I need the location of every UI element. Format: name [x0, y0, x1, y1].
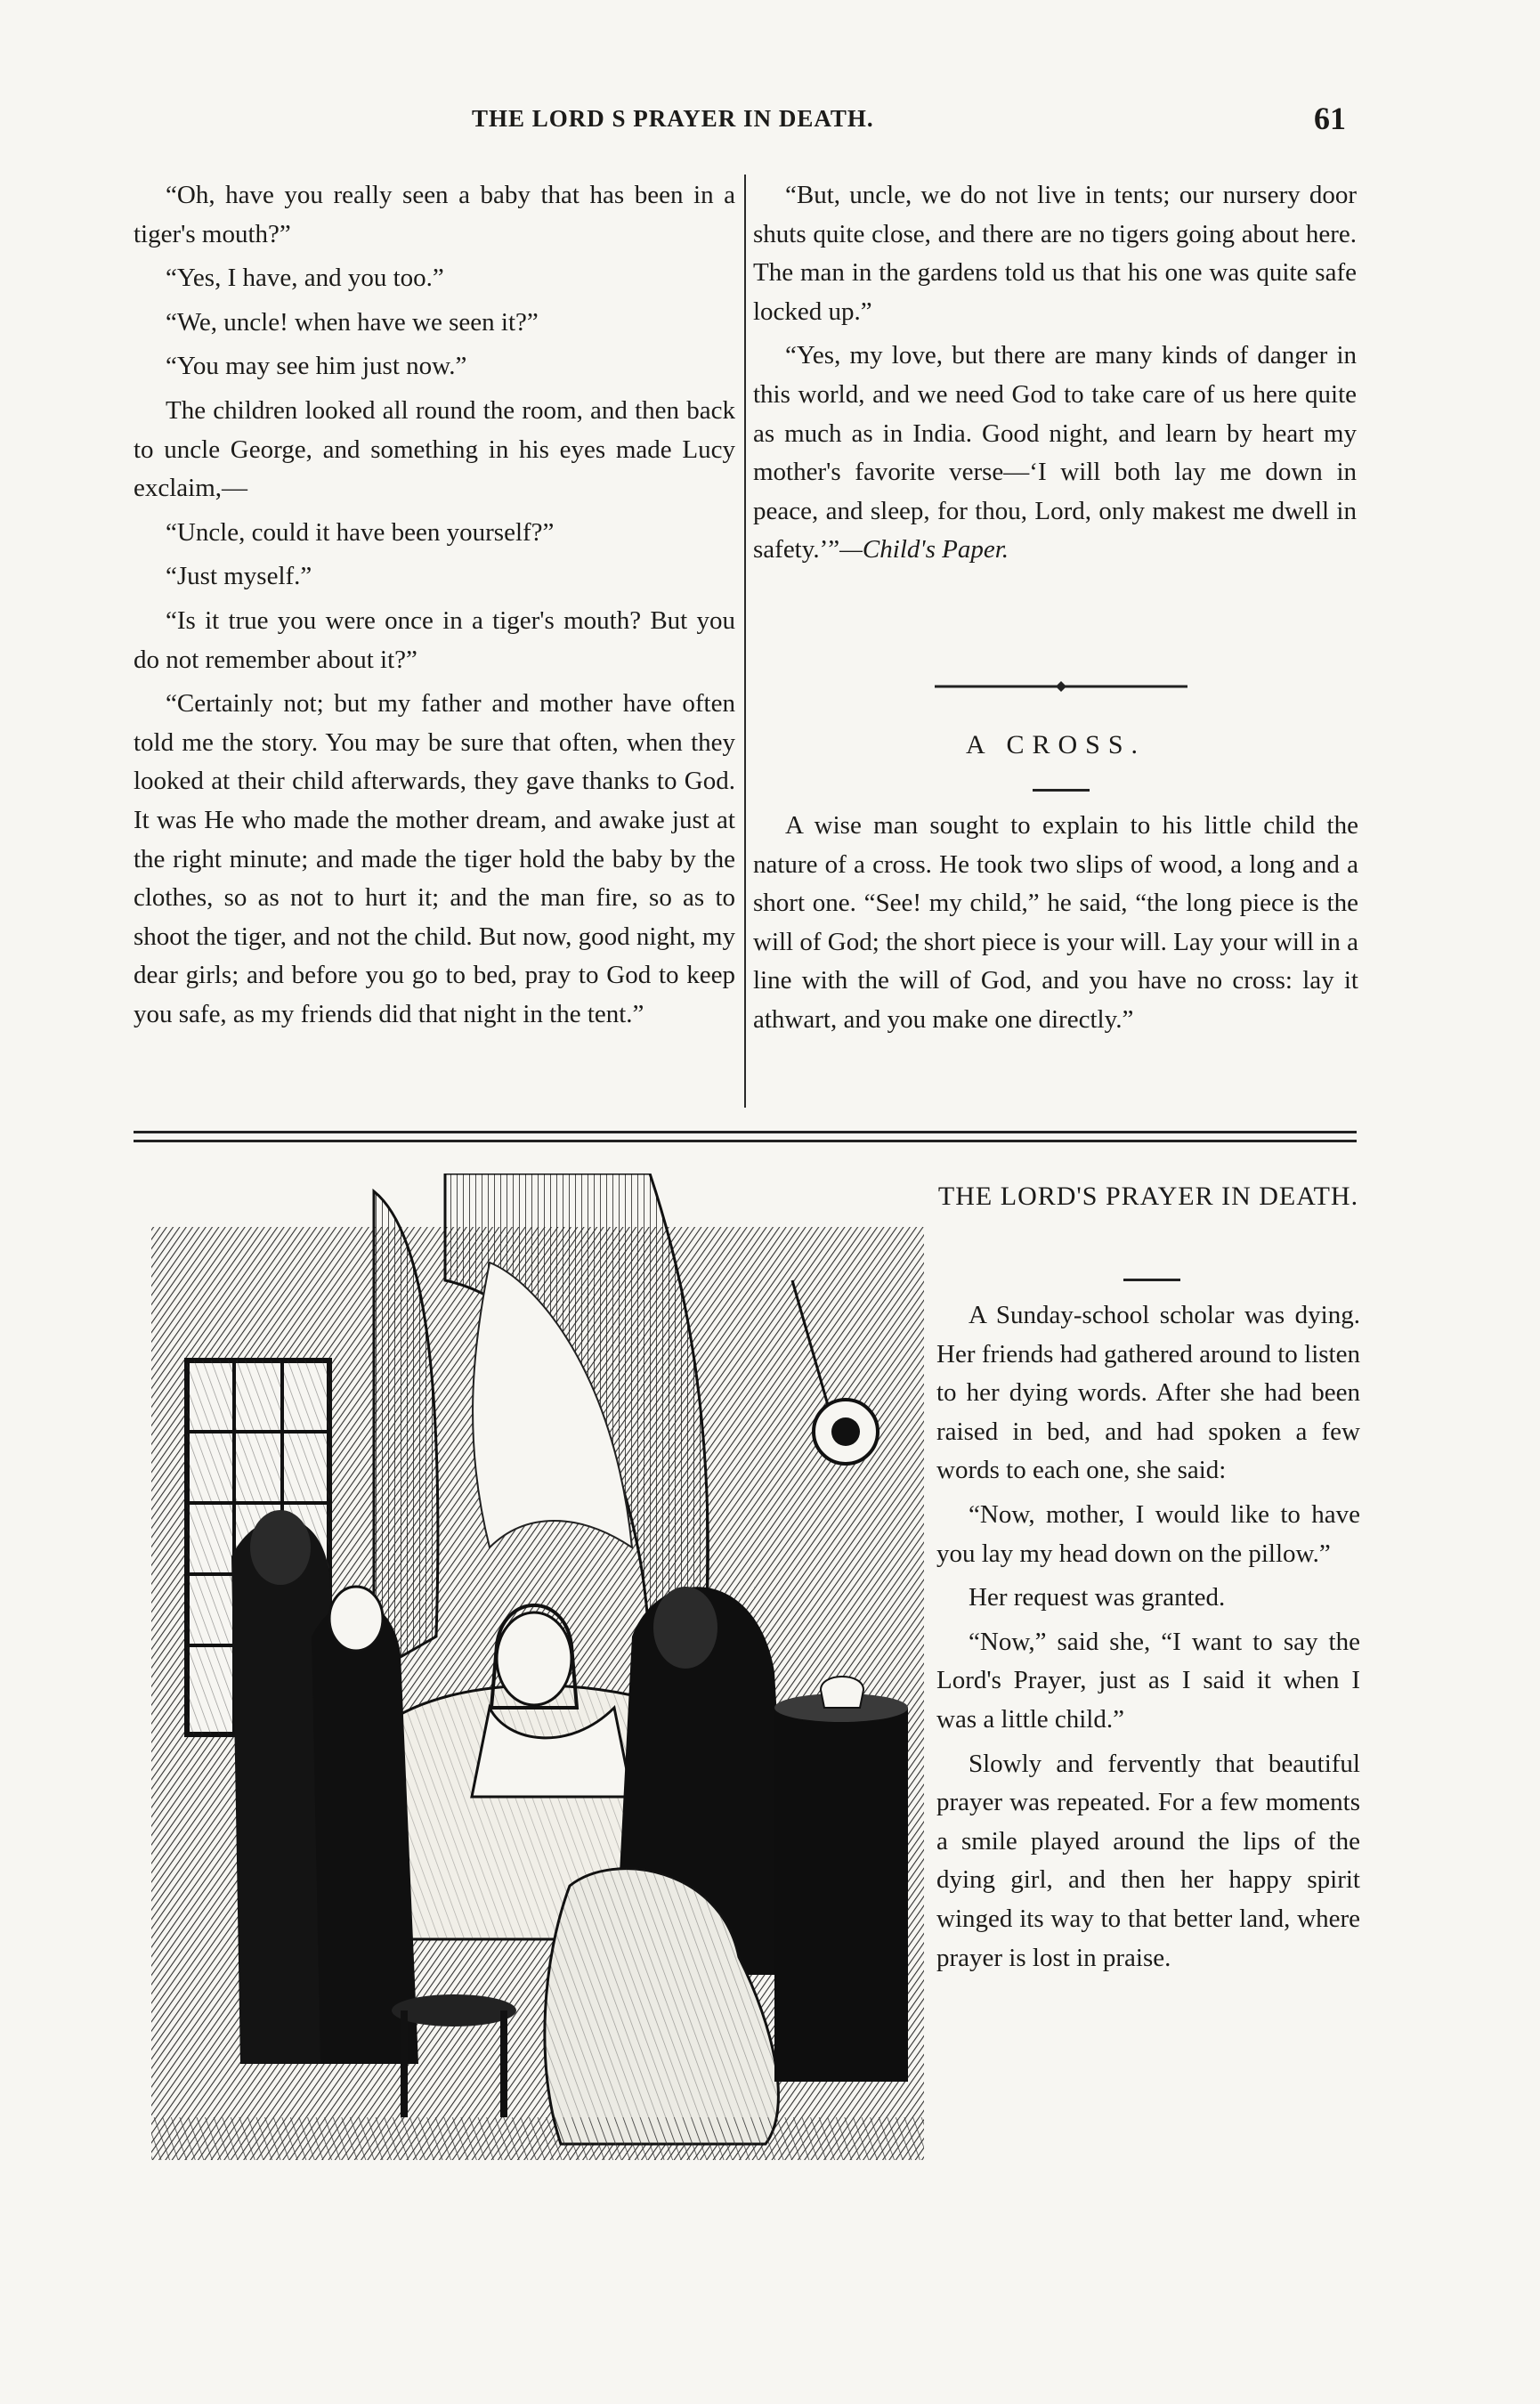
page-number: 61 — [1314, 101, 1346, 136]
running-title: THE LORD S PRAYER IN DEATH. — [472, 105, 874, 132]
title-rule — [1033, 789, 1090, 792]
column-divider — [744, 175, 746, 1108]
engraving-illustration — [151, 1174, 924, 2160]
paragraph: “But, uncle, we do not live in tents; our nursery door shuts quite close, and there are no tigers going about here. The man in the gardens told us that his one was quite safe locked up.” — [753, 181, 1357, 326]
closing-paragraph: “Yes, my love, but there are many kinds of danger in this world, and we need God to take care of us here quite as much as in India. Good night, and learn by heart my mother's favorite verse—‘I will both lay me down in peace, and sleep, for thou, Lord, only makest me dwell in safety.’” — [753, 341, 1357, 564]
paragraph: A wise man sought to explain to his little child the nature of a cross. He took two slips of wood, a long and a short one. “See! my child,” he said, “the long piece is the will of God; the short piece is your will. Lay your will in a line with the will of God, and you have no cross: lay it athwart, and you make one directly.” — [753, 811, 1358, 1034]
paragraph: Slowly and fervently that beautiful prayer was repeated. For a few moments a smile played around the lips of the dying girl, and then her happy spirit winged its way to that better land, where prayer is lost in praise. — [936, 1749, 1360, 1972]
ornament-rule — [935, 680, 1187, 693]
paragraph: “Oh, have you really seen a baby that has been in a tiger's mouth?” — [134, 181, 735, 248]
paragraph: “We, uncle! when have we seen it?” — [166, 307, 539, 337]
prayer-article — [936, 1296, 1360, 1983]
source-credit: —Child's Paper. — [839, 535, 1009, 564]
paragraph: “Just myself.” — [166, 562, 312, 591]
cross-article — [753, 807, 1358, 1040]
right-column — [753, 176, 1357, 575]
paragraph: Her request was granted. — [969, 1583, 1226, 1612]
paragraph: “Is it true you were once in a tiger's mouth? But you do not remember about it?” — [134, 605, 735, 674]
paragraph: “Yes, I have, and you too.” — [166, 264, 444, 293]
section-divider — [134, 1140, 1357, 1142]
article-title: THE LORD'S PRAYER IN DEATH. — [937, 1182, 1359, 1211]
paragraph: “Now, mother, I would like to have you lay my head down on the pillow.” — [936, 1499, 1360, 1568]
paragraph: “Now,” said she, “I want to say the Lord's Prayer, just as I said it when I was a little child.” — [936, 1627, 1360, 1734]
paragraph — [753, 337, 1357, 570]
title-rule — [1123, 1279, 1180, 1281]
section-title: A CROSS. — [965, 730, 1147, 759]
section-divider — [134, 1131, 1357, 1133]
paragraph: “Certainly not; but my father and mother have often told me the story. You may be sure that often, when they looked at their child afterwards, they gave thanks to God. It was He who made the mother dream, and awake just at the right minute; and made the tiger hold the baby by the clothes, so as not to hurt it; and the man fire, so as to shoot the tiger, and not the child. But now, good night, my dear girls; and before you go to bed, pray to God to keep you safe, as my friends did that night in the tent.” — [134, 689, 735, 1028]
paragraph: A Sunday-school scholar was dying. Her friends had gathered around to listen to her dying words. After she had been raised in bed, and had spoken a few words to each one, she said: — [936, 1301, 1360, 1485]
paragraph: “You may see him just now.” — [166, 352, 467, 381]
paragraph: “Uncle, could it have been yourself?” — [166, 517, 555, 547]
left-column — [134, 176, 735, 1039]
paragraph: The children looked all round the room, and then back to uncle George, and something in his eyes made Lucy exclaim,— — [134, 395, 735, 503]
